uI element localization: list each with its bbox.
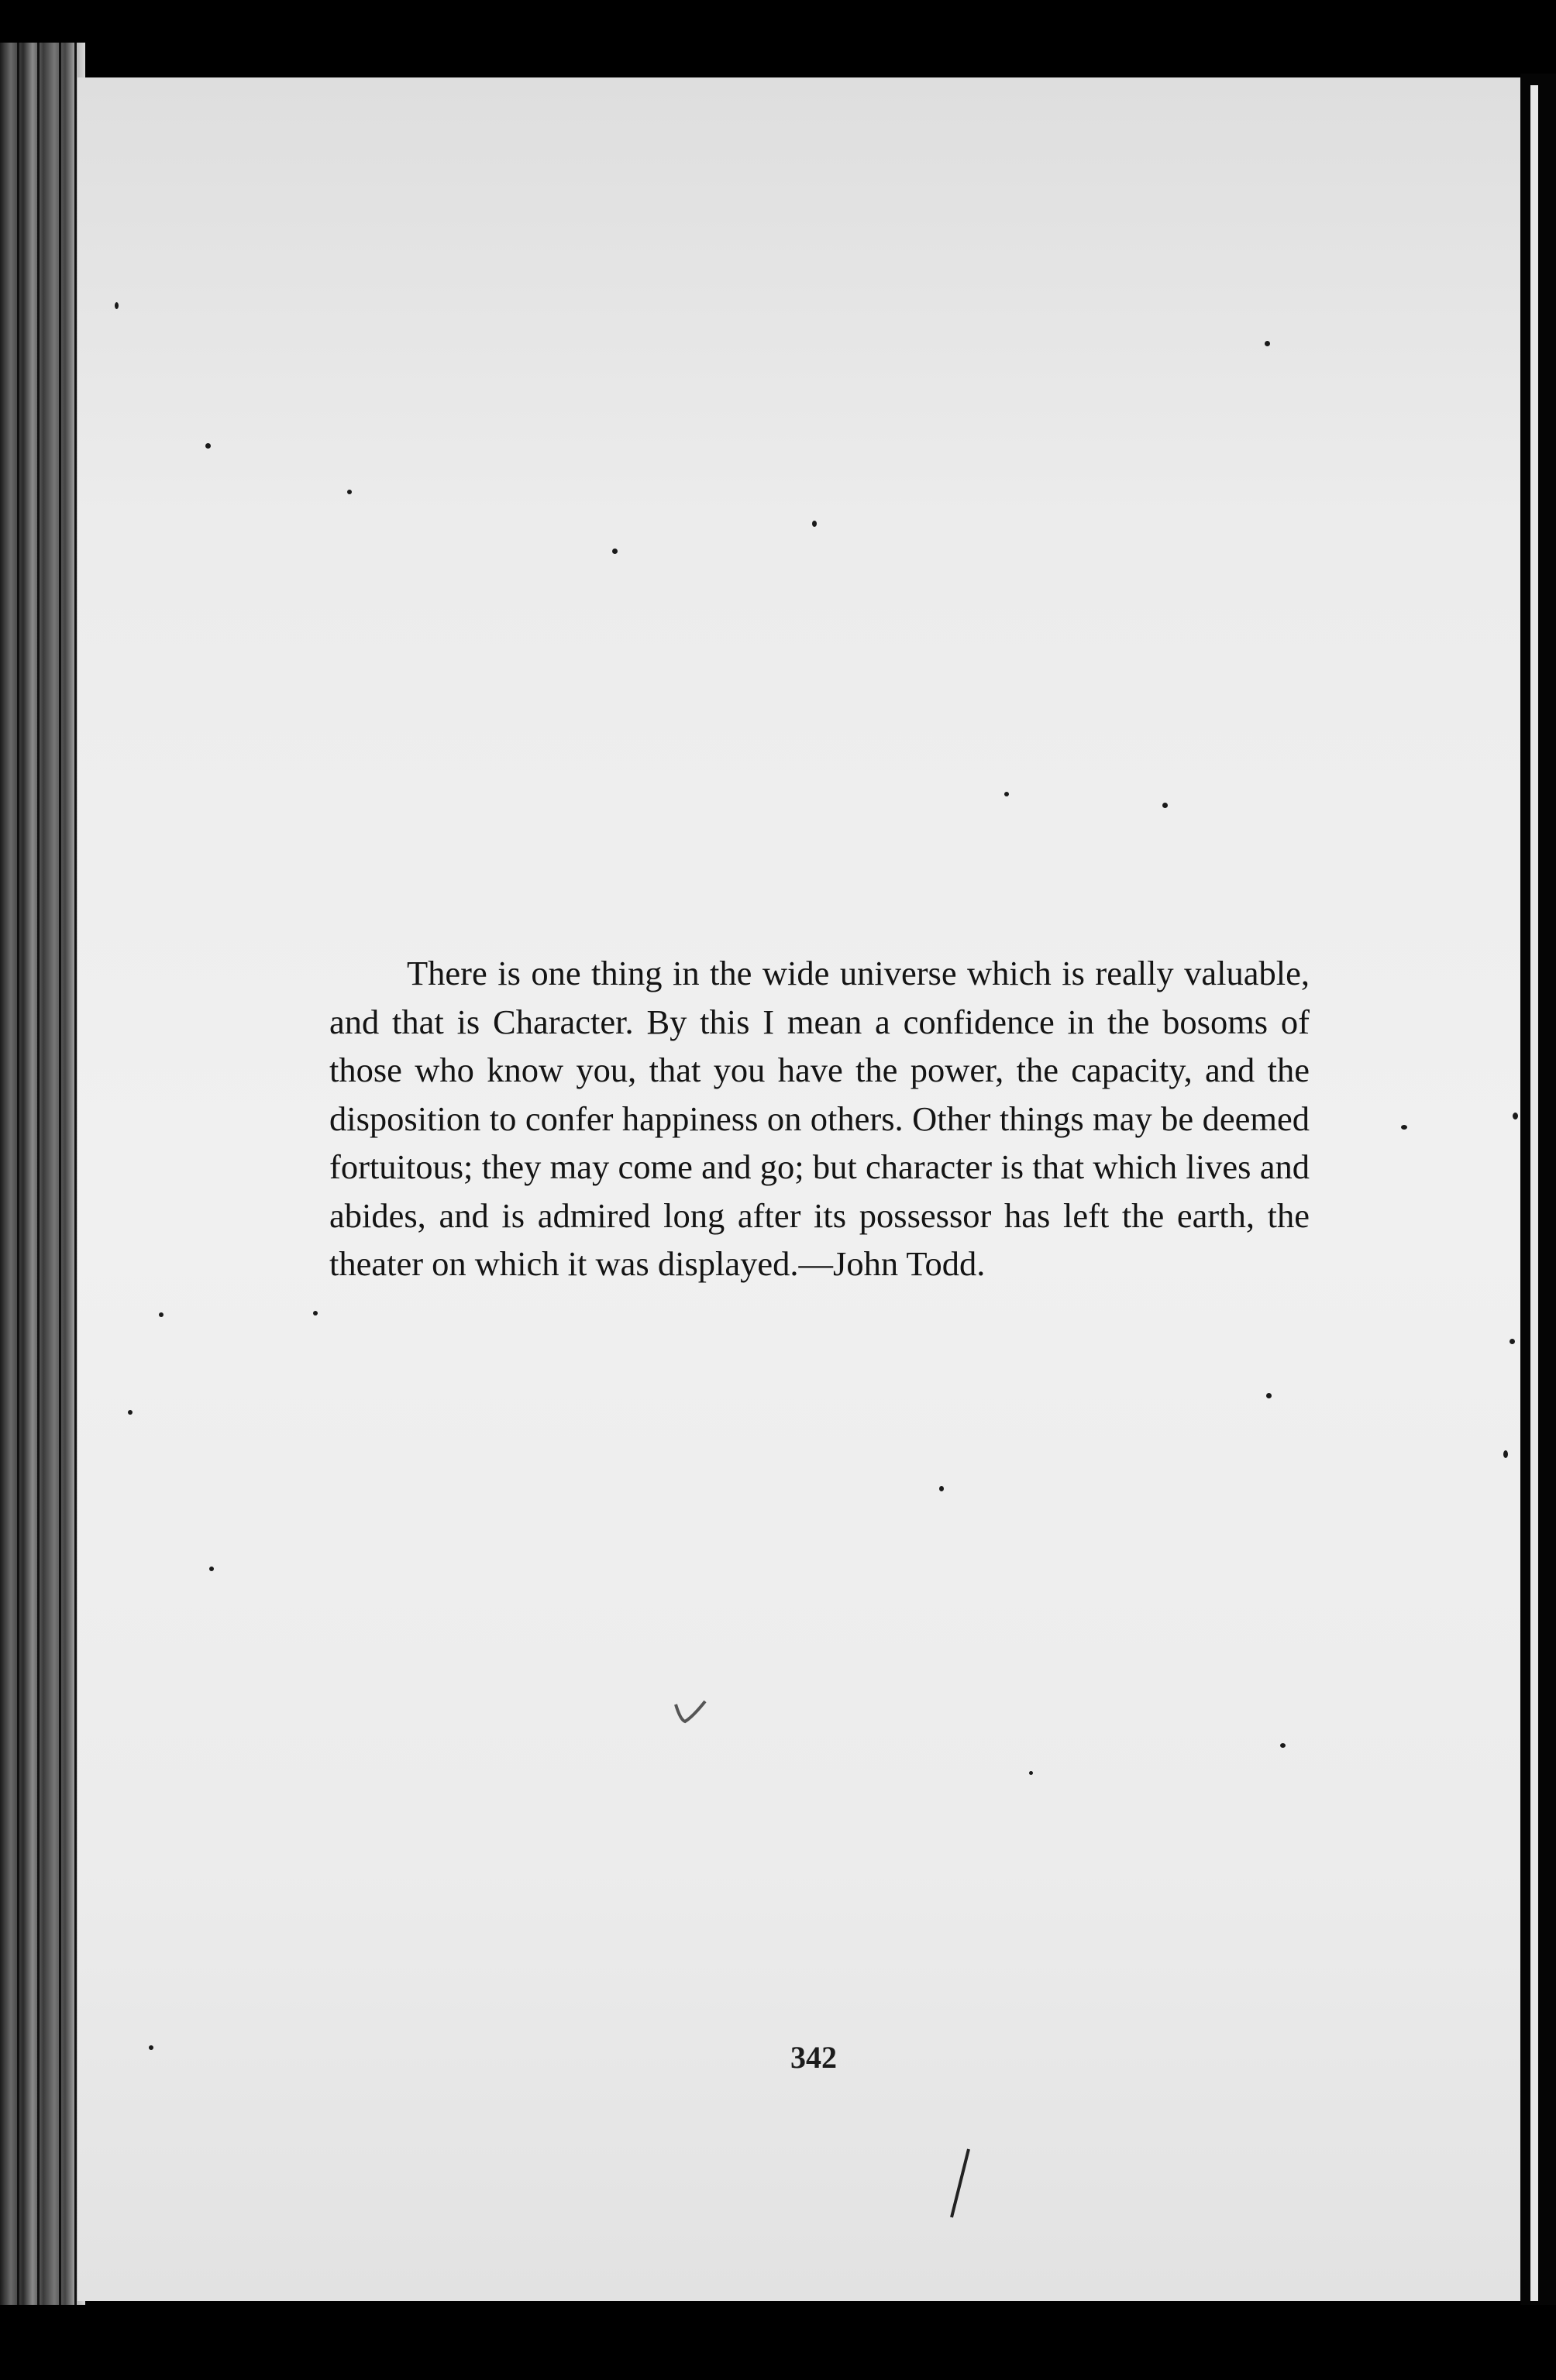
dust-speck <box>205 443 211 449</box>
dust-speck <box>209 1567 214 1571</box>
pencil-stroke <box>945 2146 976 2224</box>
page-number: 342 <box>790 2040 837 2075</box>
dust-speck <box>612 549 618 554</box>
dust-speck <box>347 490 352 494</box>
dust-speck <box>1510 1339 1515 1344</box>
dust-speck <box>1162 803 1168 808</box>
binding-line <box>17 43 19 2305</box>
quote-paragraph: There is one thing in the wide universe which is really valuable, and that is Character. By this I mean a confidence in the bosoms of those who know you, that you have the power, the capacity, and the disposition to confer happiness on others. Other things may be deemed fortuitous; they may come and go; but character is that which lives and abides, and is admired long after its possessor has left the earth, the theater on which it was displayed.—John Todd. <box>329 954 1310 1283</box>
dust-speck <box>1513 1113 1518 1119</box>
dust-speck <box>939 1486 944 1491</box>
dust-speck <box>1401 1125 1407 1130</box>
pencil-check-mark <box>673 1697 711 1728</box>
dust-speck <box>149 2045 153 2050</box>
book-binding-edge <box>0 43 85 2305</box>
dust-speck <box>1503 1450 1508 1458</box>
dust-speck <box>1280 1743 1286 1748</box>
right-page-edge <box>1520 74 1556 2305</box>
binding-line <box>74 43 77 2305</box>
dust-speck <box>1004 792 1009 796</box>
next-page-strip <box>1530 85 1538 2301</box>
dust-speck <box>128 1410 133 1415</box>
dust-speck <box>1266 1393 1272 1398</box>
binding-line <box>59 43 61 2305</box>
binding-line <box>37 43 40 2305</box>
dust-speck <box>1029 1771 1033 1775</box>
dust-speck <box>1265 341 1270 346</box>
dust-speck <box>115 302 119 309</box>
dust-speck <box>159 1312 164 1317</box>
dust-speck <box>313 1311 318 1316</box>
dust-speck <box>812 521 817 527</box>
